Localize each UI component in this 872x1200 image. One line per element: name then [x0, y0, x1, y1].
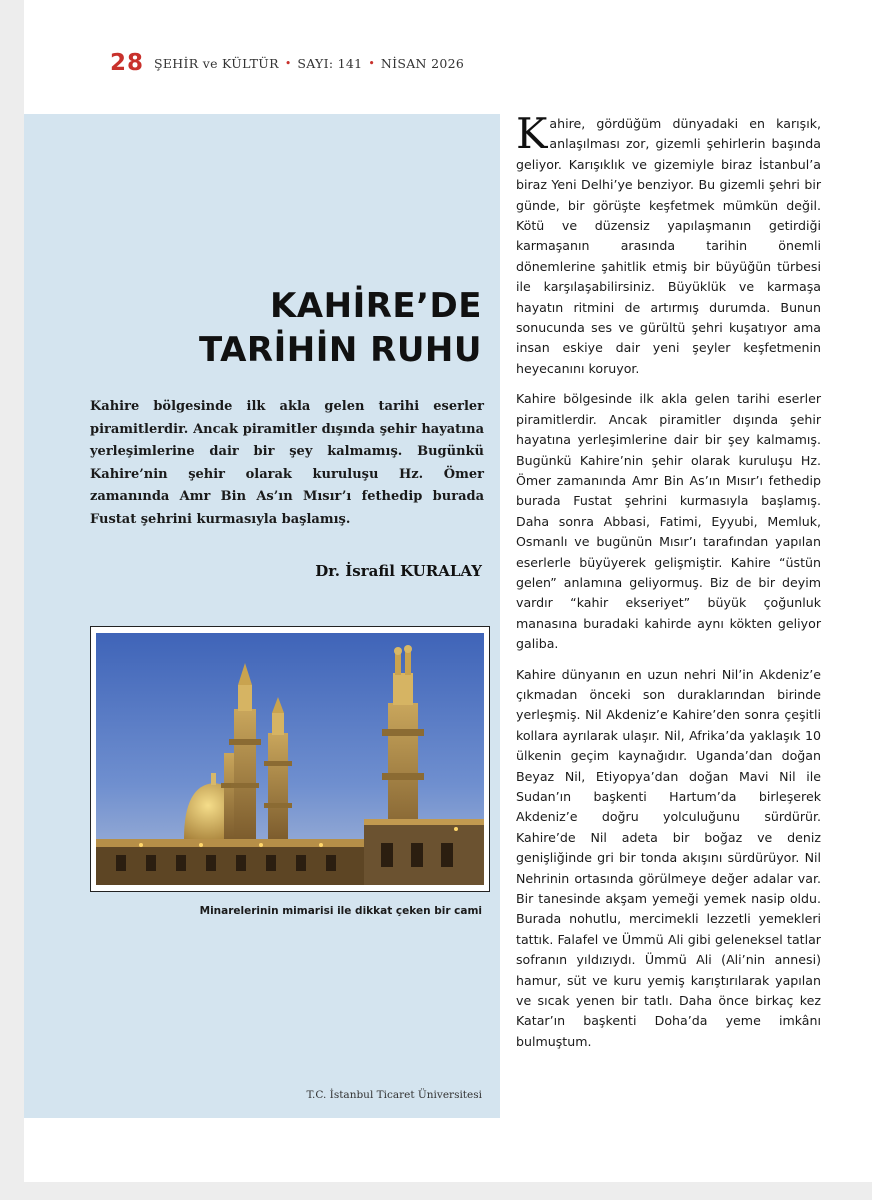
issue-number: SAYI: 141 — [297, 55, 363, 71]
page-number: 28 — [110, 50, 145, 76]
running-header — [110, 48, 464, 78]
article-lead: Kahire bölgesinde ilk akla gelen tarihi eserler piramitlerdir. Ancak piramitler dışında şehir hayatına yerleşimlerine dair bir şey kalmamış. Bugünkü Kahire’nin şehir olarak kuruluşu Hz. Ömer zamanında Amr Bin As’ın Mısır’ı fethedip burada Fustat şehrini kurmasıyla başlamış. — [90, 399, 484, 527]
body-paragraph-3: Kahire dünyanın en uzun nehri Nil’in Akdeniz’e çıkmadan önceki son duraklarından birinde yerleşmiş. Nil Akdeniz’e Kahire’den sonra çeşitli kollara ayrılarak ulaşır. Nil, Afrika’da yaklaşık 10 ülkenin geçim kaynağıdır. Uganda’dan doğan Beyaz Nil, Etiyopya’dan doğan Mavi Nil ile Sudan’ın başkenti Hartum’da birleşerek Akdeniz’e doğru yolculuğunu sürdürür. Kahire’de Nil adeta bir boğaz ve deniz genişliğinde gri bir tonda akışını sürdürüyor. Nil Nehrinin ortasında görülmeye değer adalar var. Bir tanesinde akşam yemeği yemek nasip oldu. Burada nohutlu, mercimekli lezzetli yemekleri tattık. Falafel ve Ümmü Ali gibi geleneksel tatlar sofranın yıldızıydı. Ümmü Ali (Ali’nin annesi) hamur, süt ve kuru yemiş karıştırılarak yapılan ve sıcak yenen bir tatlı. Daha önce birkaç kez Katar’ın başkenti Doha’da yeme imkânı bulmuştum. — [516, 666, 821, 1049]
mosque-photo-frame — [90, 626, 490, 892]
author-affiliation: T.C. İstanbul Ticaret Üniversitesi — [306, 1089, 482, 1101]
article-intro-panel — [24, 114, 500, 1118]
body-paragraph-2: Kahire bölgesinde ilk akla gelen tarihi eserler piramitlerdir. Ancak piramitler dışında şehir hayatına yerleşimlerine dair bir şey kalmamış. Bugünkü Kahire’nin şehir olarak kuruluşu Hz. Ömer zamanında Amr Bin As’ın Mısır’ı fethedip burada Fustat şehrini kurmasıyla başlamış. Daha sonra Abbasi, Fatimi, Eyyubi, Memluk, Osmanlı ve bugünün Mısır’ı tarafından yapılan eserlerle büyüyerek gelişmiştir. Kahire “üstün gelen” anlamına geliyormuş. Biz de bir deyim vardır “kahir ekseriyet” büyük çoğunluk manasına buradaki kahirde aynı kökten geliyor galiba. — [516, 391, 821, 652]
article-title — [199, 284, 482, 372]
body-paragraph-1 — [516, 109, 821, 379]
article-author: Dr. İsrafil KURALAY — [315, 562, 482, 580]
drop-cap: K — [516, 109, 548, 158]
magazine-page — [24, 0, 872, 1182]
photo-caption: Minarelerinin mimarisi ile dikkat çeken bir cami — [199, 905, 482, 917]
title-line-1: KAHİRE’DE — [269, 286, 482, 326]
magazine-name: ŞEHİR ve KÜLTÜR — [154, 55, 279, 71]
issue-date: NİSAN 2026 — [380, 55, 465, 71]
article-body — [516, 109, 821, 1062]
paragraph-1-text: ahire, gördüğüm dünyadaki en karışık, anlaşılması zor, gizemli şehirlerin başında geliyor. Karışıklık ve gizemiyle biraz İstanbul’a biraz Yeni Delhi’ye benziyor. Bu gizemli şehri bir günde, bir görüşte keşfetmek mümkün değil. Kötü ve düzensiz yapılaşmanın getirdiği karmaşanın arasında tarihin önemli dönemlerine şahitlik etmiş bir büyüğün türbesi ile karşılaşabilirsiniz. Büyüklük ve karmaşa hayatın ritmini de artırmış durumda. Bunun sonucunda ses ve gürültü şehri kuşatıyor ama insan eskiye dair yeni şeyler keşfetmenin heyecanını koruyor. — [516, 116, 821, 376]
header-separator: • — [284, 56, 292, 70]
mosque-photo — [96, 633, 484, 885]
title-line-2: TARİHİN RUHU — [199, 330, 482, 370]
header-separator: • — [368, 56, 375, 70]
